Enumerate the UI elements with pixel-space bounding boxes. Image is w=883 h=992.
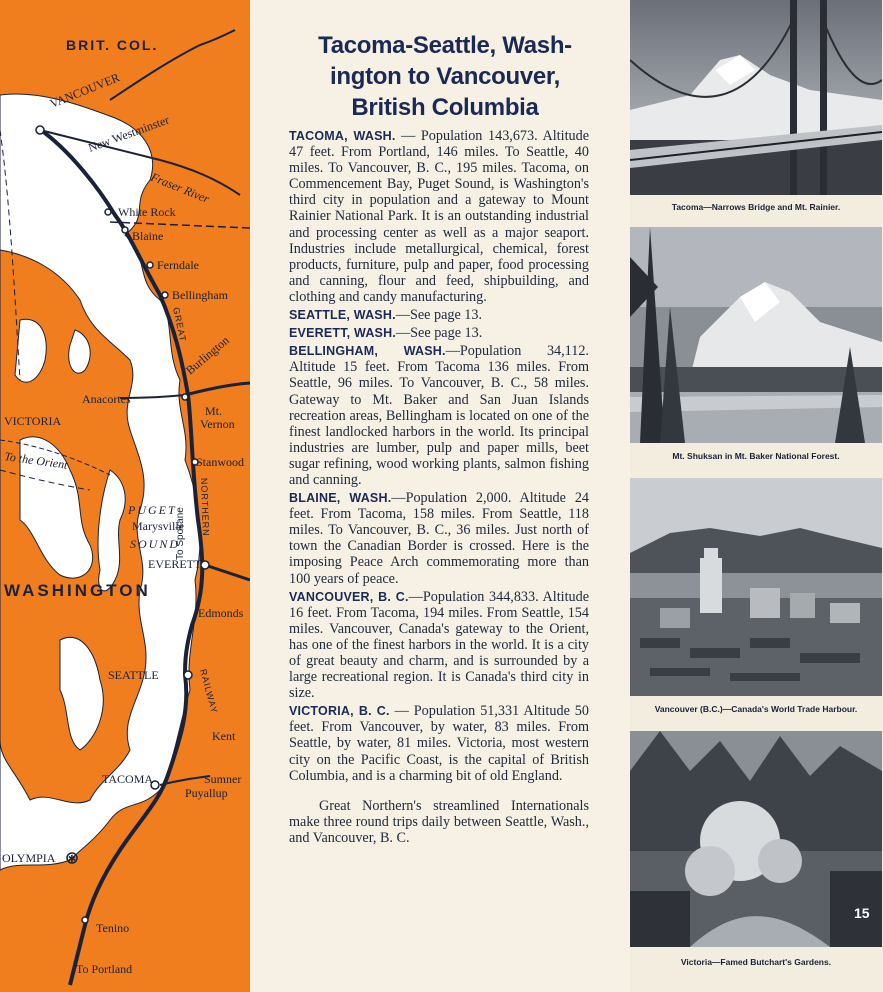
map-label-edmonds: Edmonds	[198, 606, 244, 620]
map-label-victoria: VICTORIA	[4, 414, 62, 428]
map-label-blaine: Blaine	[132, 229, 164, 243]
map-label-brit-col: BRIT. COL.	[66, 37, 159, 53]
closing-paragraph: Great Northern's streamlined Internationals make three round trips daily between Seattle, Wash., and Vancouver, B. C.	[289, 797, 589, 846]
photo-butchart-gardens	[630, 731, 882, 947]
entry-city: EVERETT, WASH.	[289, 326, 396, 341]
route-map	[0, 0, 250, 992]
entry-text: —See page 13.	[395, 325, 483, 342]
map-label-to-the-orient: To the Orient	[3, 449, 69, 472]
map-label-olympia: OLYMPIA	[2, 851, 56, 865]
entry-everett	[289, 325, 589, 341]
title-line: British Columbia	[351, 94, 539, 121]
page-number: 15	[854, 905, 870, 921]
map-label-tenino: Tenino	[96, 921, 130, 935]
map-label-mt: Mt.	[205, 404, 223, 418]
map-label-puget: PUGET	[128, 503, 177, 517]
article-body	[289, 128, 589, 848]
title-line: Tacoma-Seattle, Wash-	[318, 32, 572, 59]
map-label-everett: EVERETT	[148, 557, 202, 571]
entry-text: — Population 143,673. Altitude 47 feet. From Portland, 146 miles. To Seattle, 40 miles. To Vancouver, B. C., 195 miles. Tacoma, on Commencement Bay, Puget Sound, is Washington's third city in population and a gateway to Mount Rainier National Park. It is an outstanding industrial and processing center as well as a major seaport. Industries include metallurgical, chemical, forest products, furniture, pulp and paper, food processing and canning, flour and feed, shipbuilding, and clothing and candy manufacturing.	[289, 128, 589, 305]
svg-text:✱: ✱	[67, 854, 77, 865]
entry-city: BELLINGHAM, WASH.	[289, 344, 446, 359]
entry-vancouver	[289, 589, 589, 702]
map-label-anacortes: Anacortes	[82, 392, 131, 406]
article-column	[250, 0, 630, 992]
entry-city: TACOMA, WASH.	[289, 129, 396, 143]
map-label-bellingham: Bellingham	[172, 288, 228, 302]
map-label-fraser-river: Fraser River	[148, 169, 212, 206]
entry-city: VANCOUVER, B. C.	[289, 589, 409, 604]
entry-text: —Population 34,112. Altitude 15 feet. From Tacoma 136 miles. From Seattle, 96 miles. To Vancouver, B. C., 58 miles. Gateway to Mt. Baker and San Juan Islands recreation areas, Bellingham is located on one of the finest landlocked harbors in the world. Its principal industries are lumber, pulp and paper mills, beet sugar refining, wood working plants, salmon fishing and canning.	[289, 343, 589, 488]
map-label-puyallup: Puyallup	[185, 786, 228, 800]
map-label-tacoma: TACOMA	[102, 772, 154, 786]
map-label-railway-great: GREAT	[171, 306, 189, 343]
map-label-railway-northern: NORTHERN	[199, 477, 212, 537]
map-label-burlington: Burlington	[182, 333, 232, 378]
map-label-white-rock: White Rock	[118, 205, 176, 219]
map-label-seattle: SEATTLE	[108, 668, 159, 682]
map-label-to-spokane: To Spokane	[175, 507, 186, 560]
map-label-vancouver: VANCOUVER	[47, 70, 122, 111]
caption-narrows-bridge: Tacoma—Narrows Bridge and Mt. Rainier.	[671, 202, 841, 212]
route-map-graphic	[0, 0, 250, 992]
entry-city: VICTORIA, B. C.	[289, 704, 390, 719]
entry-blaine	[289, 490, 589, 587]
entry-victoria	[289, 703, 589, 783]
page-title	[270, 30, 620, 123]
entry-text: —Population 2,000. Altitude 24 feet. From Tacoma, 158 miles. From Seattle, 118 miles. To Vancouver, B. C., 36 miles. Just north of town the Canadian Border is crossed. Here is the imposing Peace Arch commemorating more than 100 years of peace.	[289, 490, 590, 587]
photo-narrows-bridge	[630, 0, 882, 195]
photo-column	[630, 0, 883, 992]
caption-butchart-gardens: Victoria—Famed Butchart's Gardens.	[680, 957, 832, 967]
map-label-sound: SOUND	[130, 537, 181, 551]
entry-text: — Population 51,331 Altitude 50 feet. From Vancouver, by water, 83 miles. From Seattle, by water, 81 miles. Victoria, most western city on the Pacific Coast, is the capital of British Columbia, and is a charming bit of old England.	[289, 703, 589, 784]
map-label-sumner: Sumner	[204, 772, 242, 786]
map-label-kent: Kent	[212, 729, 236, 743]
entry-tacoma	[289, 128, 589, 305]
map-label-ferndale: Ferndale	[157, 258, 199, 272]
title-line: ington to Vancouver,	[329, 63, 561, 90]
entry-city: SEATTLE, WASH.	[289, 308, 396, 323]
map-label-washington: WASHINGTON	[4, 581, 151, 600]
entry-seattle	[289, 307, 589, 323]
map-label-marysville: Marysville	[132, 519, 184, 533]
map-label-railway-railway: RAILWAY	[198, 667, 220, 715]
entry-text: —Population 344,833. Altitude 16 feet. From Tacoma, 194 miles. From Seattle, 154 miles. Vancouver, Canada's gateway to the Orient, has one of the finest harbors in the world. It is a city of great beauty and charm, and is surrounded by a large recreational region. It is Canada's third city in size.	[289, 588, 589, 702]
entry-text: —See page 13.	[395, 307, 483, 324]
map-label-to-portland: To Portland	[76, 962, 133, 976]
map-label-stanwood: Stanwood	[196, 455, 244, 469]
entry-city: BLAINE, WASH.	[289, 491, 392, 506]
map-label-vernon: Vernon	[200, 417, 235, 431]
caption-vancouver-harbour: Vancouver (B.C.)—Canada's World Trade Harbour.	[654, 704, 858, 714]
photo-mt-shuksan	[630, 227, 882, 443]
photo-vancouver-harbour	[630, 478, 882, 696]
caption-mt-shuksan: Mt. Shuksan in Mt. Baker National Forest.	[672, 451, 840, 461]
map-label-new-westminster: New Westminster	[86, 112, 172, 155]
entry-bellingham	[289, 343, 589, 488]
